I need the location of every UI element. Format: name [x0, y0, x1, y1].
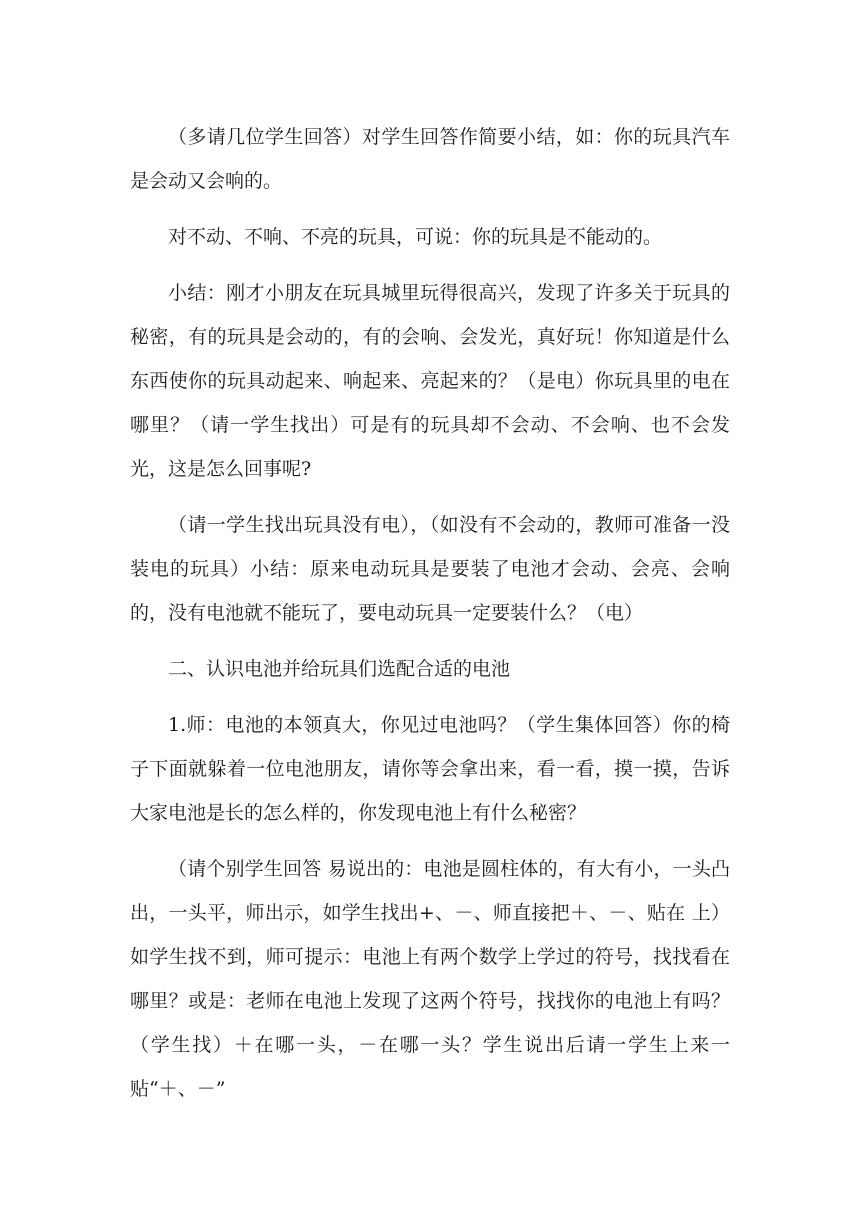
paragraph-3: 小结：刚才小朋友在玩具城里玩得很高兴，发现了许多关于玩具的秘密，有的玩具是会动的，有的会响、会发光，真好玩！你知道是什么东西使你的玩具动起来、响起来、亮起来的？（是电）你玩具里的电在哪里？（请一学生找出）可是有的玩具却不会动、不会响、也不会发光，这是怎么回事呢? [130, 282, 730, 480]
paragraph-1: （多请几位学生回答）对学生回答作简要小结，如：你的玩具汽车是会动又会响的。 [130, 126, 730, 192]
paragraph-7: （请个别学生回答 易说出的：电池是圆柱体的，有大有小，一头凸出，一头平，师出示，如学生找出+、－、师直接把＋、－、贴在 上）如学生找不到，师可提示：电池上有两个数学上学过的符号，找找看在哪里？或是：老师在电池上发现了这两个符号，找找你的电池上有吗？（学生找）＋在哪一头，－在哪一头？学生说出后请一学生上来一贴“＋、－” [130, 858, 730, 1100]
paragraph-4: （请一学生找出玩具没有电），（如没有不会动的，教师可准备一没装电的玩具）小结：原来电动玩具是要装了电池才会动、会亮、会响的，没有电池就不能玩了，要电动玩具一定要装什么？（电） [130, 514, 730, 624]
paragraph-6: 1.师：电池的本领真大，你见过电池吗？（学生集体回答）你的椅子下面就躲着一位电池朋友，请你等会拿出来，看一看，摸一摸，告诉大家电池是长的怎么样的，你发现电池上有什么秘密？ [130, 714, 730, 824]
section-heading-2: 二、认识电池并给玩具们选配合适的电池 [168, 658, 511, 680]
paragraph-2: 对不动、不响、不亮的玩具，可说：你的玩具是不能动的。 [168, 226, 663, 248]
document-body [130, 115, 730, 1123]
